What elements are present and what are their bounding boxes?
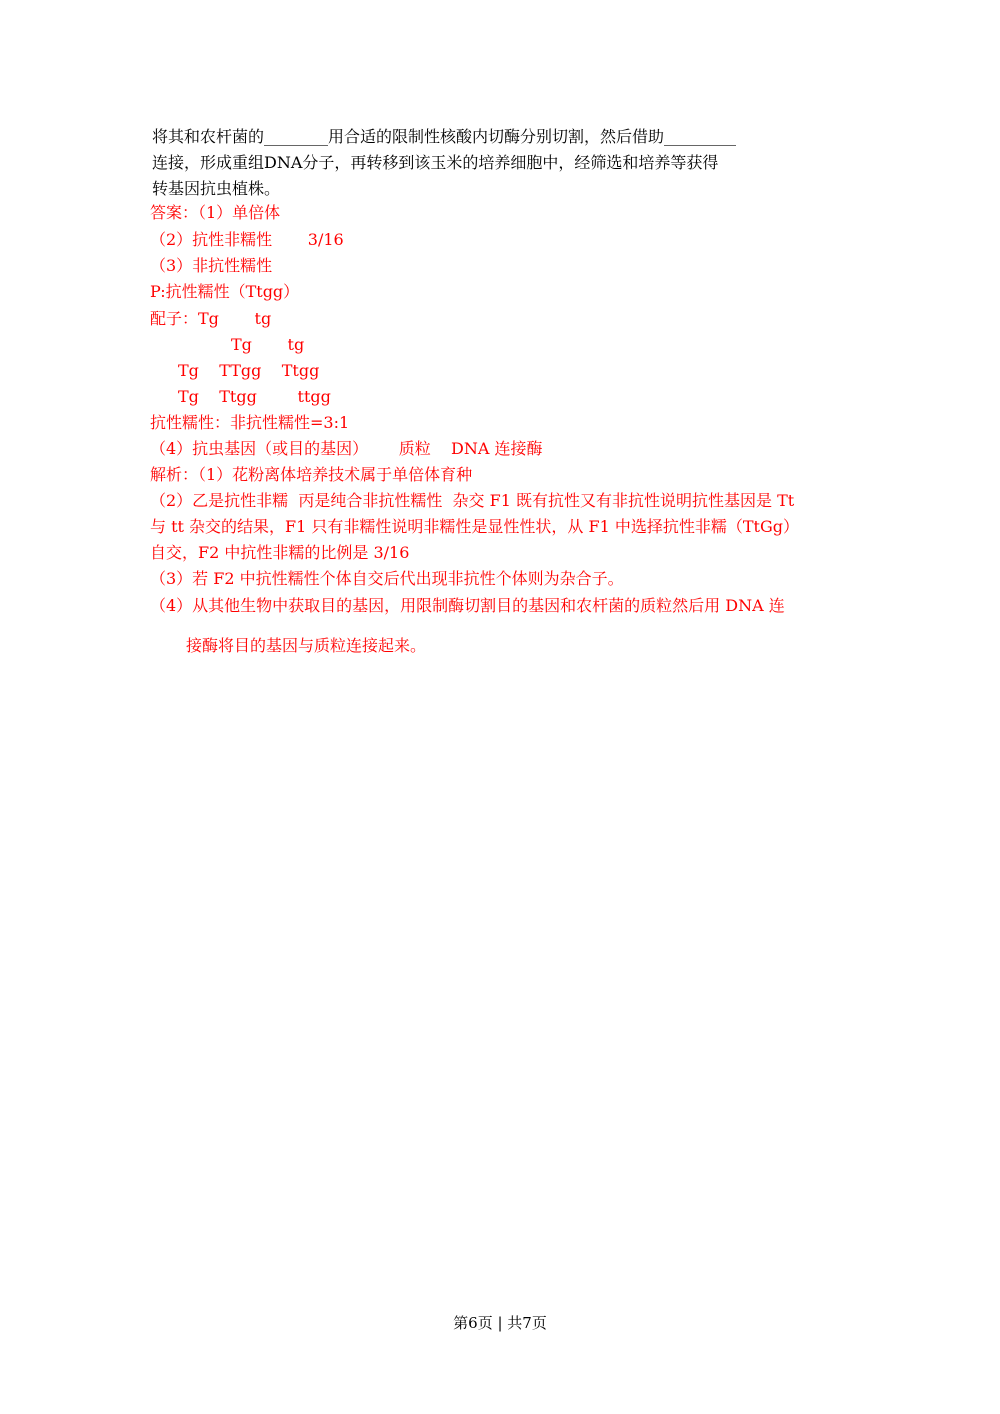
analysis-part-4-line-2: 接酶将目的基因与质粒连接起来。 (186, 636, 427, 655)
analysis-part-2-line-3: 自交，F2 中抗性非糯的比例是 3/16 (150, 543, 410, 562)
analysis-part-2-line-1: （2）乙是抗性非糯 丙是纯合非抗性糯性 杂交 F1 既有抗性又有非抗性说明抗性基因是 Tt (150, 491, 795, 510)
question-line-3: 转基因抗虫植株。 (152, 179, 281, 198)
page-number: 第6页 | 共7页 (453, 1314, 547, 1332)
analysis-part-4-line-1: （4）从其他生物中获取目的基因，用限制酶切割目的基因和农杆菌的质粒然后用 DNA 连 (150, 596, 785, 615)
question-line-2: 连接，形成重组DNA分子，再转移到该玉米的培养细胞中，经筛选和培养等获得 (152, 153, 719, 172)
answer-part-2: （2）抗性非糯性 3/16 (150, 230, 344, 249)
answer-part-4: （4）抗虫基因（或目的基因） 质粒 DNA 连接酶 (150, 439, 543, 458)
question-line-1: 将其和农杆菌的________用合适的限制性核酸内切酶分别切割，然后借助_________ (152, 127, 737, 146)
punnett-row-1: Tg TTgg Ttgg (178, 361, 320, 380)
answer-title: 答案：（1）单倍体 (150, 203, 281, 222)
analysis-title: 解析：（1）花粉离体培养技术属于单倍体育种 (150, 465, 473, 484)
punnett-header: Tg tg (231, 335, 305, 354)
analysis-part-3: （3）若 F2 中抗性糯性个体自交后代出现非抗性个体则为杂合子。 (150, 569, 624, 588)
analysis-part-2-line-2: 与 tt 杂交的结果，F1 只有非糯性说明非糯性是显性性状，从 F1 中选择抗性非糯（TtGg） (150, 517, 799, 536)
cross-gametes: 配子：Tg tg (150, 309, 272, 328)
phenotype-ratio: 抗性糯性：非抗性糯性=3:1 (150, 413, 350, 432)
punnett-row-2: Tg Ttgg ttgg (178, 387, 331, 406)
cross-parent: P:抗性糯性（Ttgg） (150, 282, 300, 301)
answer-part-3: （3）非抗性糯性 (150, 256, 273, 275)
